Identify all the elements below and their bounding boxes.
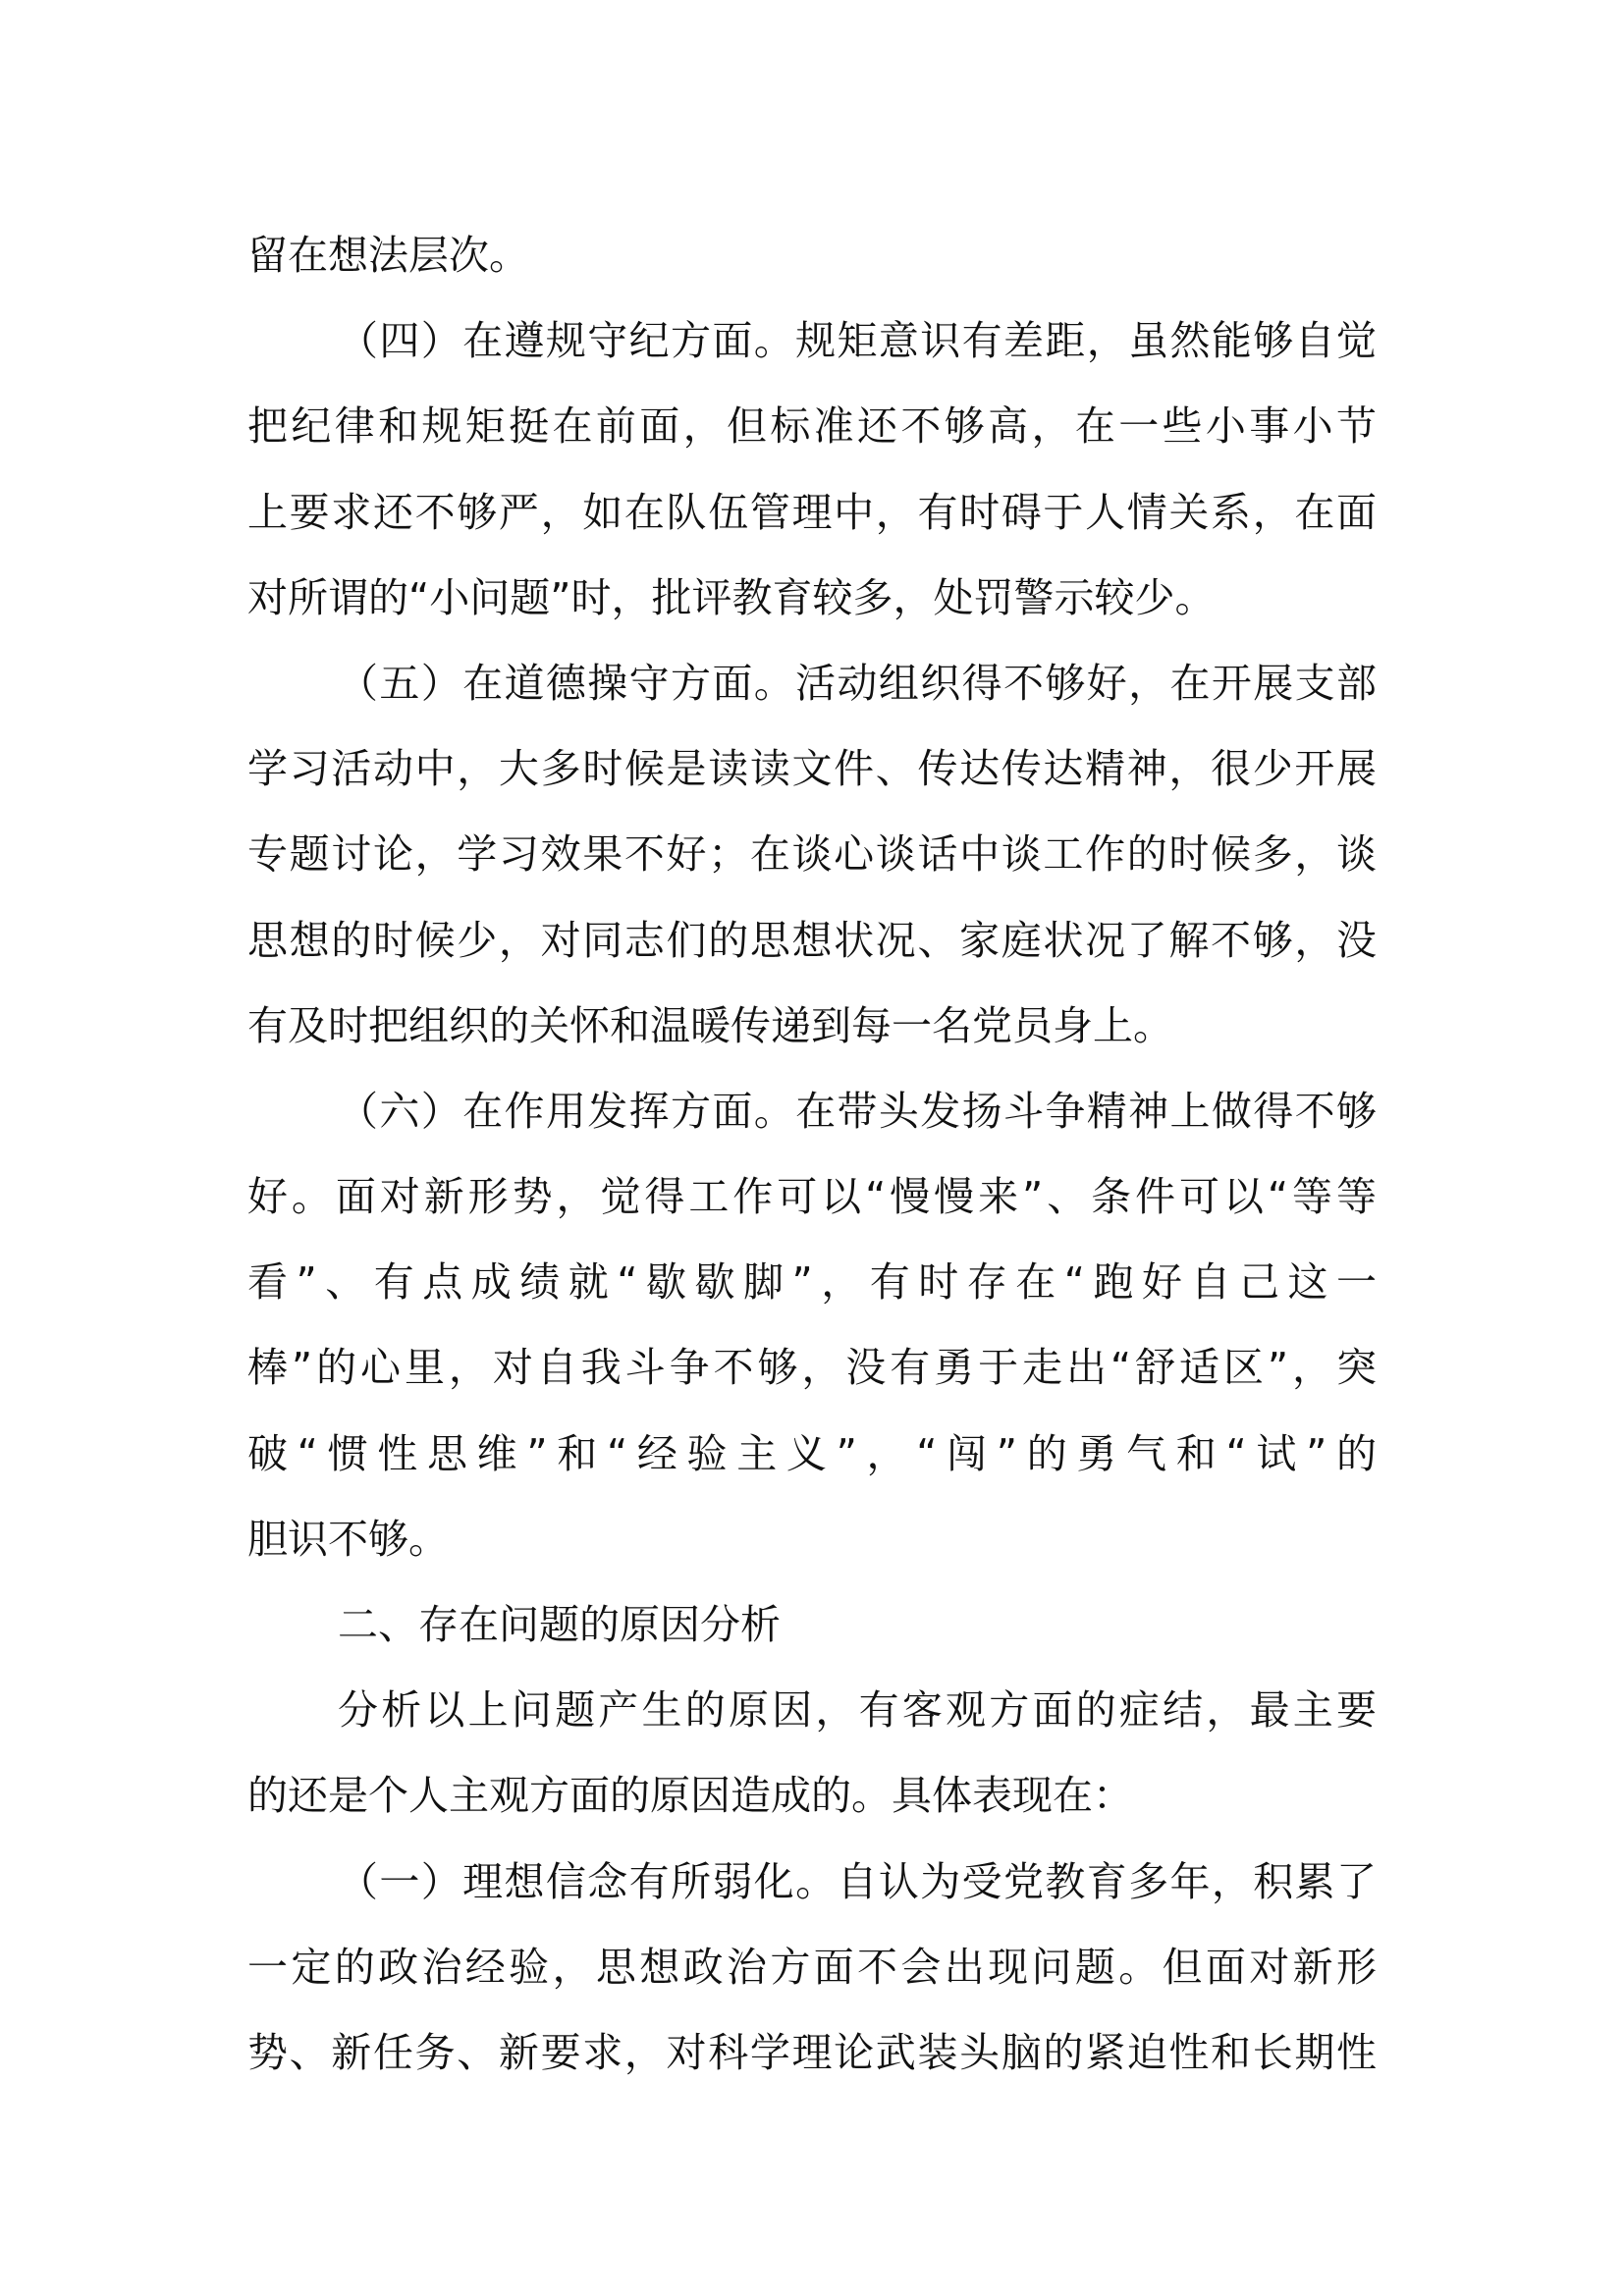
paragraph-line: 有及时把组织的关怀和温暖传递到每一名党员身上。	[247, 1001, 1173, 1049]
document-body	[247, 228, 1377, 2110]
paragraph-line: 好。面对新形势，觉得工作可以“慢慢来”、条件可以“等等	[247, 1173, 1377, 1221]
cause-1-first-line: （一）理想信念有所弱化。自认为受党教育多年，积累了	[338, 1857, 1377, 1905]
section-2-heading: 二、存在问题的原因分析	[338, 1601, 781, 1648]
paragraph-line: 把纪律和规矩挺在前面，但标准还不够高，在一些小事小节	[247, 402, 1377, 451]
cause-intro-first-line: 分析以上问题产生的原因，有客观方面的症结，最主要	[338, 1686, 1377, 1735]
paragraph-line: 破“惯性思维”和“经验主义”，“闯”的勇气和“试”的	[247, 1429, 1377, 1477]
paragraph-line: 棒”的心里，对自我斗争不够，没有勇于走出“舒适区”，突	[247, 1344, 1377, 1392]
item-6-first-line: （六）在作用发挥方面。在带头发扬斗争精神上做得不够	[338, 1087, 1377, 1135]
paragraph-line: 看”、有点成绩就“歇歇脚”，有时存在“跑好自己这一	[247, 1258, 1377, 1307]
paragraph-line: 学习活动中，大多时候是读读文件、传达传达精神，很少开展	[247, 745, 1377, 793]
paragraph-line: 上要求还不够严，如在队伍管理中，有时碍于人情关系，在面	[247, 488, 1377, 536]
item-5-first-line: （五）在道德操守方面。活动组织得不够好，在开展支部	[338, 659, 1377, 707]
paragraph-line: 留在想法层次。	[247, 232, 529, 279]
paragraph-line: 专题讨论，学习效果不好；在谈心谈话中谈工作的时候多，谈	[247, 830, 1377, 879]
paragraph-line: 胆识不够。	[247, 1515, 449, 1563]
paragraph-line: 思想的时候少，对同志们的思想状况、家庭状况了解不够，没	[247, 916, 1377, 964]
paragraph-line: 势、新任务、新要求，对科学理论武装头脑的紧迫性和长期性	[247, 2028, 1377, 2076]
item-4-first-line: （四）在遵规守纪方面。规矩意识有差距，虽然能够自觉	[338, 317, 1377, 365]
paragraph-line: 对所谓的“小问题”时，批评教育较多，处罚警示较少。	[247, 573, 1216, 621]
paragraph-line: 的还是个人主观方面的原因造成的。具体表现在：	[247, 1772, 1133, 1820]
paragraph-line: 一定的政治经验，思想政治方面不会出现问题。但面对新形	[247, 1943, 1377, 1991]
